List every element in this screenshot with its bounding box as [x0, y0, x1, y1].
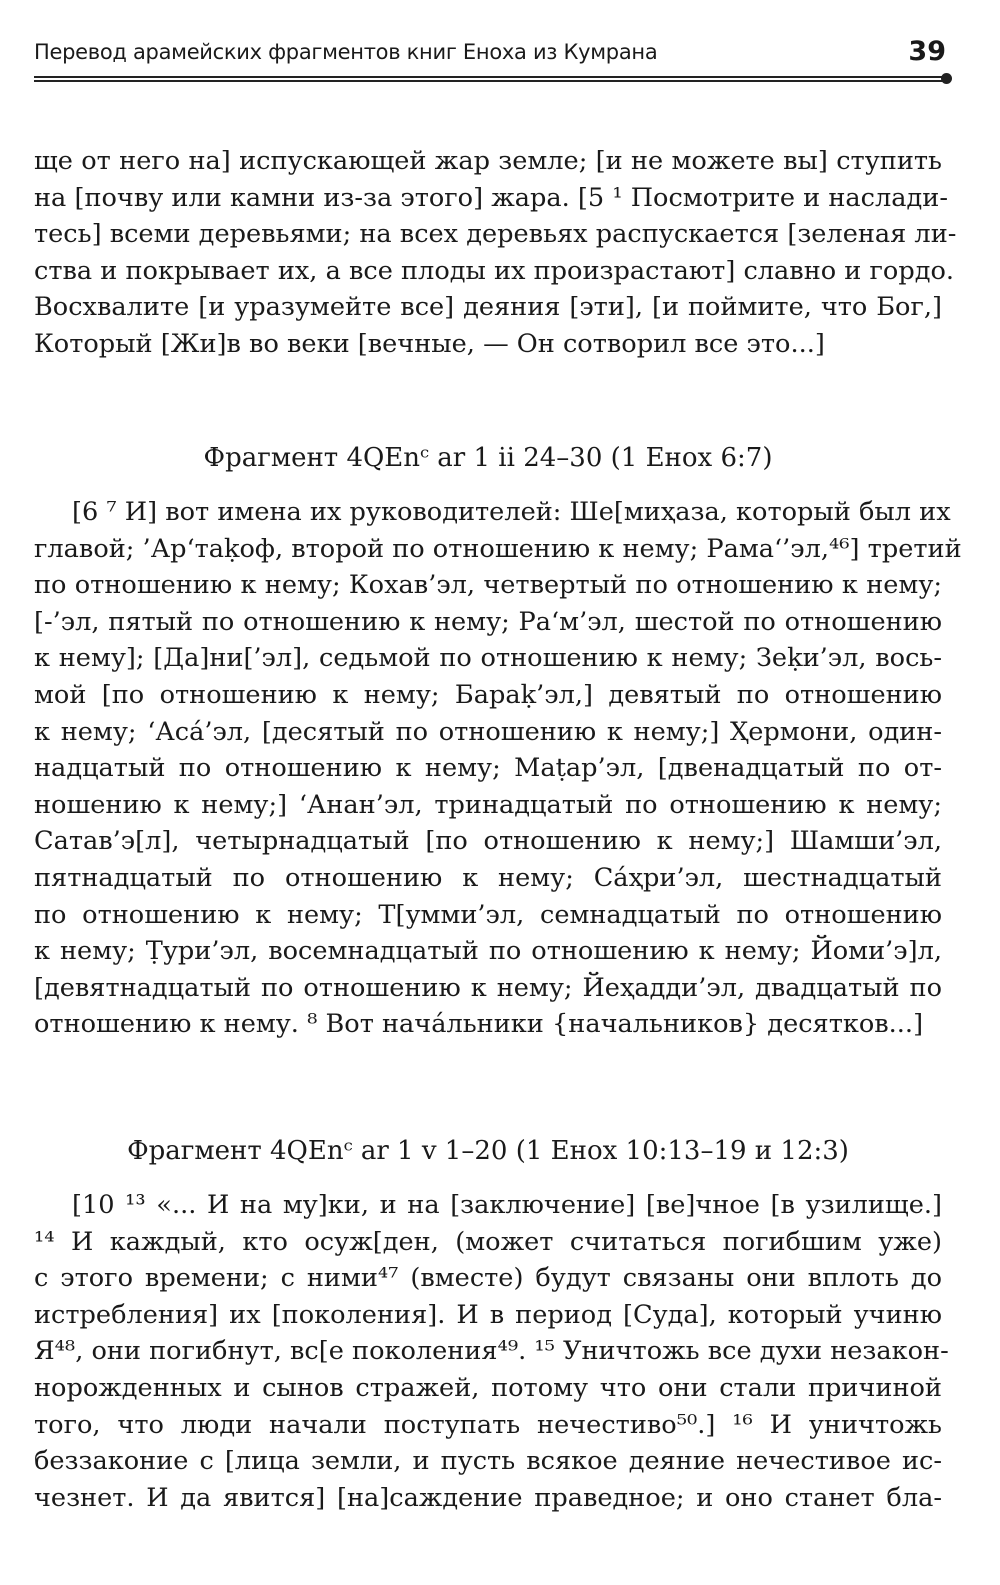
text-line: по отношению к нему; Кохав’эл, четвертый по отношению к нему;	[34, 570, 942, 601]
running-head	[34, 36, 954, 72]
fragment-paragraph	[34, 494, 962, 1043]
text-line: на [почву или камни из-за этого] жара. [5 ¹ Посмотрите и наслади-	[34, 182, 948, 213]
text-line: [девятнадцатый по отношению к нему; Йеҳадди’эл, двадцатый по	[34, 972, 942, 1003]
intro-paragraph	[34, 143, 957, 363]
text-line: Сатав’э[л], четырнадцатый [по отношению к нему;] Шамши’эл,	[34, 826, 942, 857]
text-line: [10 ¹³ «... И на му]ки, и на [заключение] [ве]чное [в узилище.]	[72, 1190, 942, 1220]
text-line: к нему]; [Да]ни[’эл], седьмой по отношению к нему; Зеḳи’эл, вось-	[34, 643, 942, 674]
text-line: ще от него на] испускающей жар земле; [и не можете вы] ступить	[34, 146, 942, 176]
text-line: того, что люди начали поступать нечестиво⁵⁰.] ¹⁶ И уничтожь	[34, 1409, 942, 1440]
text-line: ношению к нему;] ‘Анан’эл, тринадцатый по отношению к нему;	[34, 789, 942, 820]
page-number: 39	[908, 36, 946, 67]
text-line: Который [Жи]в во веки [вечные, — Он сотворил все это...]	[34, 328, 825, 359]
text-line: отношению к нему. ⁸ Вот нача́льники {начальников} десятков...]	[34, 1009, 924, 1040]
text-line: [-’эл, пятый по отношению к нему; Ра‘м’эл, шестой по отношению	[34, 606, 942, 637]
text-line: к нему; ‘Аса́’эл, [десятый по отношению к нему;] Ҳермони, один-	[34, 716, 942, 747]
text-line: по отношению к нему; Т[умми’эл, семнадцатый по отношению	[34, 899, 942, 930]
fragment-heading: Фрагмент 4QEnᶜ ar 1 v 1–20 (1 Енох 10:13–19 и 12:3)	[127, 1136, 849, 1166]
fragment-paragraph	[34, 1187, 949, 1516]
text-line: надцатый по отношению к нему; Маṭар’эл, [двенадцатый по от-	[34, 753, 942, 784]
rule-line	[34, 80, 946, 82]
fragment-heading: Фрагмент 4QEnᶜ ar 1 ii 24–30 (1 Енох 6:7)	[203, 443, 773, 473]
text-line: чезнет. И да явится] [на]саждение праведное; и оно станет бла-	[34, 1482, 942, 1513]
text-line: ства и покрывает их, а все плоды их произрастают] славно и гордо.	[34, 255, 955, 286]
text-line: [6 ⁷ И] вот имена их руководителей: Ше[миҳаза, который был их	[72, 497, 951, 527]
text-line: главой; ’Ар‘таḳоф, второй по отношению к нему; Рама‘’эл,⁴⁶] третий	[34, 533, 962, 564]
text-line: мой [по отношению к нему; Бараḳ’эл,] девятый по отношению	[34, 679, 942, 710]
text-line: ¹⁴ И каждый, кто осуж[ден, (может считаться погибшим уже)	[34, 1226, 942, 1257]
running-title: Перевод арамейских фрагментов книг Еноха из Кумрана	[34, 40, 658, 64]
rule-line	[34, 76, 946, 78]
header-rule	[34, 76, 946, 80]
text-line: с этого времени; с ними⁴⁷ (вместе) будут связаны они вплоть до	[34, 1263, 942, 1294]
text-line: норожденных и сынов стражей, потому что они стали причиной	[34, 1372, 942, 1403]
text-line: Я⁴⁸, они погибнут, вс[е поколения⁴⁹. ¹⁵ Уничтожь все духи незакон-	[34, 1336, 949, 1367]
rule-dot	[941, 73, 952, 84]
text-line: беззаконие с [лица земли, и пусть всякое деяние нечестивое ис-	[34, 1446, 942, 1477]
text-line: Восхвалите [и уразумейте все] деяния [эти], [и поймите, что Бог,]	[34, 292, 942, 323]
text-line: пятнадцатый по отношению к нему; Са́ҳри’эл, шестнадцатый	[34, 862, 942, 893]
text-line: к нему; Ṭури’эл, восемнадцатый по отношению к нему; Йоми’э]л,	[34, 936, 942, 967]
text-line: тесь] всеми деревьями; на всех деревьях распускается [зеленая ли-	[34, 219, 957, 250]
text-line: истребления] их [поколения]. И в период [Суда], который учиню	[34, 1299, 942, 1330]
